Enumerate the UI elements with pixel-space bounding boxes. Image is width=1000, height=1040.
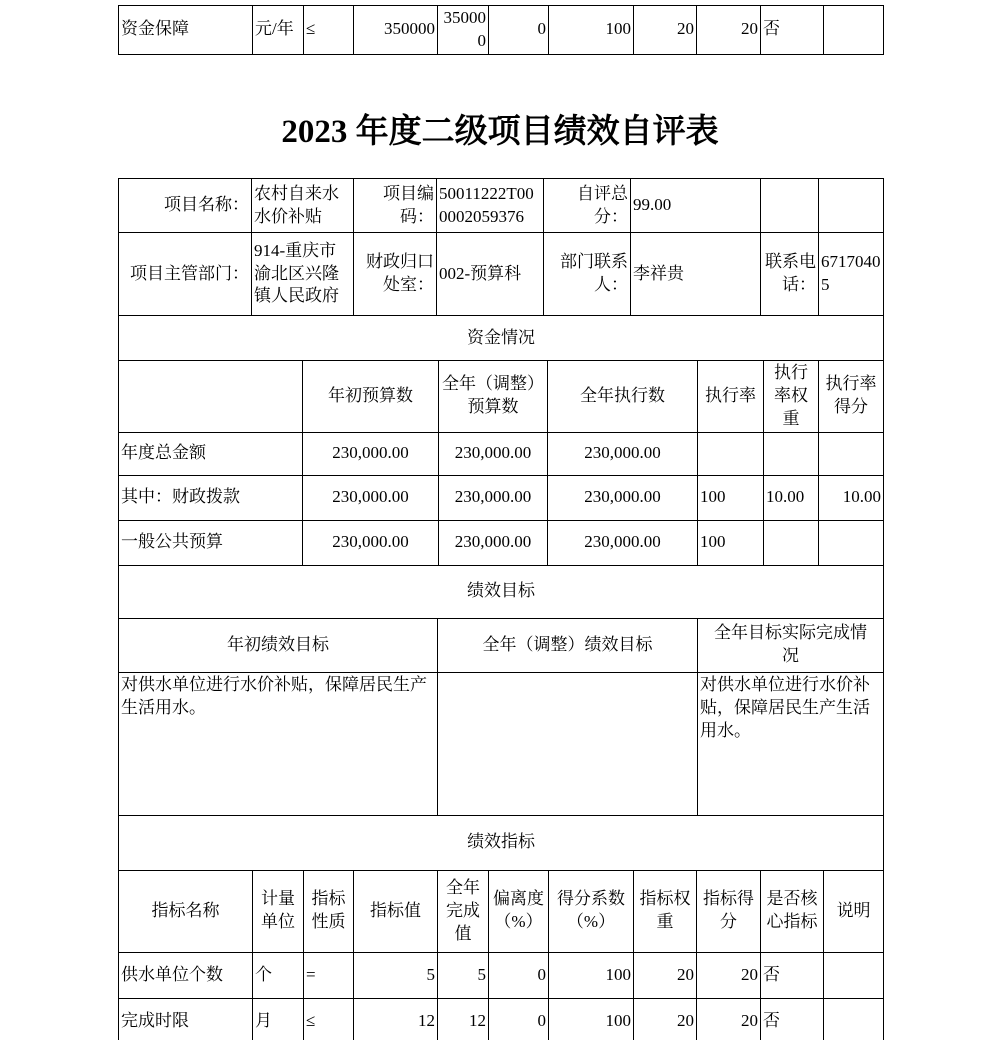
- table-row: [119, 432, 884, 475]
- table-cell: 350000: [354, 6, 438, 55]
- table-cell: 否: [761, 952, 824, 998]
- table-cell: 否: [761, 6, 824, 55]
- table-cell: 230,000.00: [548, 520, 698, 565]
- column-header: 指标名称: [119, 870, 253, 952]
- table-cell: 100: [549, 998, 634, 1040]
- funding-table: [118, 315, 884, 566]
- column-header: 全年（调整）预算数: [439, 361, 548, 433]
- column-header: 是否核心指标: [761, 870, 824, 952]
- field-value: 50011222T000002059376: [437, 179, 544, 233]
- table-cell: 5: [438, 952, 489, 998]
- table-cell: 230,000.00: [303, 475, 439, 520]
- field-value: 99.00: [631, 179, 761, 233]
- field-label: 部门联系人：: [544, 233, 631, 316]
- self-evaluation-table: [118, 178, 884, 1040]
- table-cell: 350000: [438, 6, 489, 55]
- carryover-table: [118, 5, 884, 55]
- table-row: [119, 565, 884, 618]
- column-header: 指标得分: [697, 870, 761, 952]
- table-row: [119, 815, 884, 870]
- row-label: 其中：财政拨款: [119, 475, 303, 520]
- section-title: 绩效指标: [119, 815, 884, 870]
- table-cell: 10.00: [764, 475, 819, 520]
- table-cell: 0: [489, 952, 549, 998]
- table-cell: [698, 432, 764, 475]
- field-value: 67170405: [819, 233, 884, 316]
- table-cell: 100: [698, 475, 764, 520]
- field-label: 项目编码：: [354, 179, 437, 233]
- row-label: 完成时限: [119, 998, 253, 1040]
- column-header: 执行率: [698, 361, 764, 433]
- column-header: 执行率得分: [819, 361, 884, 433]
- table-cell: 230,000.00: [439, 432, 548, 475]
- column-header: 计量单位: [253, 870, 304, 952]
- indicators-table: [118, 815, 884, 1040]
- table-cell: [819, 432, 884, 475]
- table-cell: 230,000.00: [439, 475, 548, 520]
- table-cell: =: [304, 952, 354, 998]
- table-cell: [764, 432, 819, 475]
- table-cell: 0: [489, 6, 549, 55]
- document-title: 2023 年度二级项目绩效自评表: [281, 114, 719, 150]
- table-row: [119, 952, 884, 998]
- table-cell: 100: [549, 952, 634, 998]
- table-cell: 100: [549, 6, 634, 55]
- table-cell: [764, 520, 819, 565]
- table-cell: 20: [697, 998, 761, 1040]
- table-cell: 20: [697, 6, 761, 55]
- table-cell: 否: [761, 998, 824, 1040]
- table-row: [119, 233, 884, 316]
- table-row: [119, 672, 884, 815]
- field-label: 自评总分：: [544, 179, 631, 233]
- table-cell: 230,000.00: [303, 520, 439, 565]
- table-cell: 230,000.00: [439, 520, 548, 565]
- column-header: 执行率权重: [764, 361, 819, 433]
- table-row: [119, 998, 884, 1040]
- field-value: 914-重庆市渝北区兴隆镇人民政府: [252, 233, 354, 316]
- table-cell: 10.00: [819, 475, 884, 520]
- table-cell: 5: [354, 952, 438, 998]
- field-label: 财政归口处室：: [354, 233, 437, 316]
- target-text: 对供水单位进行水价补贴，保障居民生产生活用水。: [698, 672, 884, 815]
- field-label: 联系电话：: [761, 233, 819, 316]
- table-row: [119, 6, 884, 55]
- row-label: 一般公共预算: [119, 520, 303, 565]
- table-cell: ≤: [304, 6, 354, 55]
- column-header: 说明: [824, 870, 884, 952]
- field-value: 李祥贵: [631, 233, 761, 316]
- column-header: 偏离度（%）: [489, 870, 549, 952]
- table-row: [119, 618, 884, 672]
- column-header: 全年完成值: [438, 870, 489, 952]
- column-header: 得分系数（%）: [549, 870, 634, 952]
- section-title: 资金情况: [119, 316, 884, 361]
- row-label: 年度总金额: [119, 432, 303, 475]
- field-label: [761, 179, 819, 233]
- table-cell: 230,000.00: [548, 432, 698, 475]
- field-label: 项目名称：: [119, 179, 252, 233]
- table-cell: [824, 998, 884, 1040]
- column-header: 指标性质: [304, 870, 354, 952]
- column-header: 指标值: [354, 870, 438, 952]
- field-label: 项目主管部门：: [119, 233, 252, 316]
- column-header: 全年执行数: [548, 361, 698, 433]
- target-text: 对供水单位进行水价补贴，保障居民生产生活用水。: [119, 672, 438, 815]
- table-row: [119, 870, 884, 952]
- target-text: [438, 672, 698, 815]
- table-cell: [824, 952, 884, 998]
- table-cell: 20: [634, 952, 697, 998]
- table-cell: 月: [253, 998, 304, 1040]
- table-cell: 230,000.00: [303, 432, 439, 475]
- targets-table: [118, 565, 884, 816]
- field-value: 农村自来水水价补贴: [252, 179, 354, 233]
- table-cell: 12: [438, 998, 489, 1040]
- table-row: [119, 361, 884, 433]
- field-value: 002-预算科: [437, 233, 544, 316]
- column-header: 年初预算数: [303, 361, 439, 433]
- field-value: [819, 179, 884, 233]
- column-header: 全年（调整）绩效目标: [438, 618, 698, 672]
- table-row: [119, 179, 884, 233]
- table-cell: [824, 6, 884, 55]
- table-cell: 元/年: [253, 6, 304, 55]
- table-cell: 0: [489, 998, 549, 1040]
- table-row: [119, 316, 884, 361]
- section-title: 绩效目标: [119, 565, 884, 618]
- table-cell: 个: [253, 952, 304, 998]
- column-header: [119, 361, 303, 433]
- table-cell: 12: [354, 998, 438, 1040]
- row-label: 供水单位个数: [119, 952, 253, 998]
- table-cell: 230,000.00: [548, 475, 698, 520]
- table-cell: 20: [634, 6, 697, 55]
- column-header: 全年目标实际完成情况: [698, 618, 884, 672]
- column-header: 指标权重: [634, 870, 697, 952]
- table-cell: 资金保障: [119, 6, 253, 55]
- table-cell: 20: [634, 998, 697, 1040]
- table-cell: 20: [697, 952, 761, 998]
- table-cell: ≤: [304, 998, 354, 1040]
- table-cell: [819, 520, 884, 565]
- table-row: [119, 520, 884, 565]
- table-cell: 100: [698, 520, 764, 565]
- column-header: 年初绩效目标: [119, 618, 438, 672]
- project-info-table: [118, 178, 884, 316]
- table-row: [119, 475, 884, 520]
